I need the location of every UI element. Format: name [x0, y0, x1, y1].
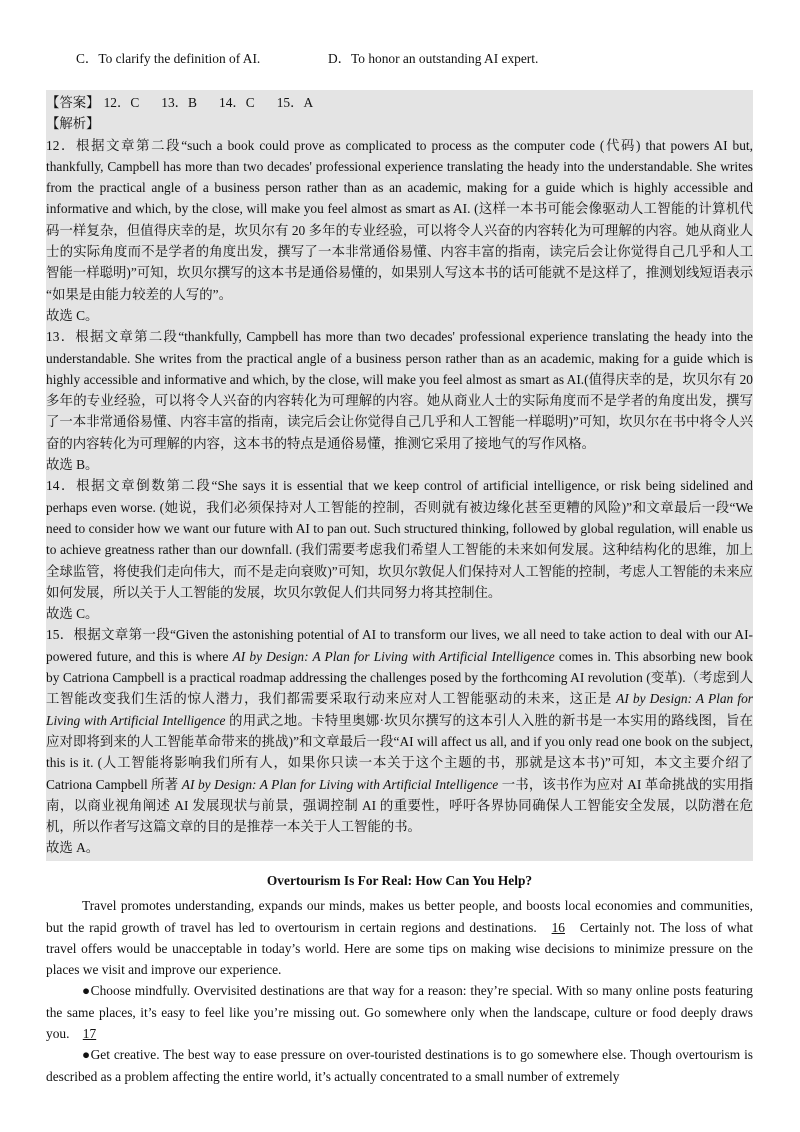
passage-paragraph-1 — [46, 895, 753, 980]
analysis-q13-conclusion: 故选 B。 — [46, 457, 99, 473]
analysis-q15-part-a: 15．根据文章第一段“Given the astonishing potential of AI to transform our lives, we all need to take action to deal with our AI-powered future, and this is where — [46, 627, 753, 664]
answer-key-15: 15．A — [276, 95, 314, 110]
paragraph-text: Certainly not. The loss of what travel offers would be unacceptable in today’s world. Here are some tips on making wise decisions to minimize pressure on the places we visit and improve our experience. — [46, 919, 753, 978]
answer-label: 【答案】 — [46, 95, 100, 110]
analysis-q14: 14．根据文章倒数第二段“She says it is essential that we keep control of artificial intelligence, or risk being sidelined and perhaps even worse. (她说，我们必须保持对人工智能的控制，否则就有被边缘化甚至更糟的风险)”和文章最后一段“We need to consider how we want our future with AI to pan out. Such structured thinking, followed by global regulation, will enable us to achieve greatness rather than our downfall. (我们需要考虑我们希望人工智能的未来如何发展。这种结构化的思维，加上全球监管，将使我们走向伟大，而不是走向衰败)”可知，坎贝尔敦促人们保持对人工智能的控制，考虑人工智能的未来应如何发展，所以关于人工智能的发展，坎贝尔敦促人们共同努力将其控制住。 — [46, 478, 753, 600]
book-title: AI by Design: A Plan for Living with Artificial Intelligence — [46, 691, 753, 728]
book-title: AI by Design: A Plan for Living with Artificial Intelligence — [181, 776, 499, 792]
paragraph-text: Get creative. The best way to ease pressure on over-touristed destinations is to go somewhere else. Though overtourism is described as a problem affecting the entire world, it’s actually concentrated to a small number of extremely — [46, 1047, 754, 1084]
answer-key-12: 12．C — [103, 95, 140, 110]
bullet-icon — [82, 1047, 91, 1062]
analysis-q12-conclusion: 故选 C。 — [46, 307, 99, 323]
bullet-icon — [82, 983, 91, 998]
option-c: C．To clarify the definition of AI. — [76, 51, 261, 66]
blank-16: 16 — [551, 919, 565, 935]
passage-paragraph-2 — [46, 980, 753, 1044]
answer-analysis-block — [46, 90, 753, 861]
analysis-q15 — [46, 624, 753, 837]
analysis-q13: 13．根据文章第二段“thankfully, Campbell has more than two decades' professional experience translating the heady into the understandable. She writes from the practical angle of a business person rather than as an academic, making for a guide which is highly accessible and informative and which, by the close, will make you feel almost as smart as AI.(值得庆幸的是，坎贝尔有 20 多年的专业经验，可以将令人兴奋的内容转化为可理解的内容。她从商业人士的实际角度而不是学者的角度出发，撰写了一本非常通俗易懂、内容丰富的指南，读完后会让你觉得自己几乎和人工智能一样聪明)”可知，坎贝尔在书中将令人兴奋的内容转化为可理解的内容，这本书的特点是通俗易懂，推测它采用了接地气的写作风格。 — [46, 329, 753, 451]
answer-key-line — [46, 92, 753, 113]
book-title: AI by Design: A Plan for Living with Artificial Intelligence — [232, 648, 555, 664]
option-d: D．To honor an outstanding AI expert. — [328, 51, 539, 66]
answer-options-row — [76, 48, 776, 70]
analysis-q15-part-d: 一书，该书作为应对 AI 革命挑战的实用指南，以商业视角阐述 AI 发展现状与前景，强调控制 AI 的重要性，呼吁各界协同确保人工智能安全发展，以防潜在危机，所以作者写这篇文章的目的是推荐一本关于人工智能的书。 — [46, 776, 754, 835]
passage-title: Overtourism Is For Real: How Can You Help? — [266, 873, 533, 888]
answer-key-14: 14．C — [219, 95, 255, 110]
analysis-q15-part-c: 的用武之地。卡特里奥娜·坎贝尔撰写的这本引人入胜的新书是一本实用的路线图，旨在应对即将到来的人工智能革命带来的挑战)”和文章最后一段“AI will affect us all, and if you only read one book on the subject, this is it. (人工智能将影响我们所有人，如果你只读一本关于这个主题的书，那就是这本书)”可知，本文主要介绍了 Catriona Campbell 所著 — [46, 712, 753, 792]
blank-17: 17 — [82, 1026, 97, 1042]
analysis-q15-conclusion: 故选 A。 — [46, 840, 100, 856]
paragraph-text: Travel promotes understanding, expands our minds, makes us better people, and boosts local economies and communities, but the rapid growth of travel has led to overtourism in certain regions and destinations. — [46, 898, 753, 935]
paragraph-text: Choose mindfully. Overvisited destinations are that way for a reason: they’re special. With so many online posts featuring the same places, it’s easy to feel like you’re missing out. Go somewhere only when the landscape, culture or food deeply draws you. — [46, 983, 754, 1042]
answer-key-13: 13．B — [161, 95, 197, 110]
analysis-q14-conclusion: 故选 C。 — [46, 606, 99, 622]
analysis-q12: 12．根据文章第二段“such a book could prove as complicated to process as the computer code (代码) that powers AI but, thankfully, Campbell has more than two decades' professional experience translating the heady into the understandable. She writes from the practical angle of a business person rather than as an academic, making for a guide which is highly accessible and informative and which, by the close, will make you feel almost as smart as AI. (这样一本书可能会像驱动人工智能的计算机代码一样复杂，但值得庆幸的是，坎贝尔有 20 多年的专业经验，可以将令人兴奋的内容转化为可理解的内容。她从商业人士的实际角度而不是学者的角度出发，撰写了一本非常通俗易懂、内容丰富的指南，读完后会让你觉得自己几乎和人工智能一样聪明)”可知，坎贝尔撰写的这本书是通俗易懂的，如果别人写这本书的话可能就不是这样了，推测划线短语表示 “如果是由能力较差的人写的”。 — [46, 137, 753, 302]
passage-paragraph-3 — [46, 1044, 753, 1087]
analysis-label: 【解析】 — [46, 116, 100, 132]
analysis-q15-part-b: comes in. This absorbing new book by Catriona Campbell is a practical roadmap addressing the challenges posed by the forthcoming AI revolution (变革).（考虑到人工智能改变我们生活的惊人潜力，我们都需要采取行动来应对人工智能驱动的未来，这正是 — [46, 648, 754, 707]
reading-passage — [46, 870, 753, 1087]
